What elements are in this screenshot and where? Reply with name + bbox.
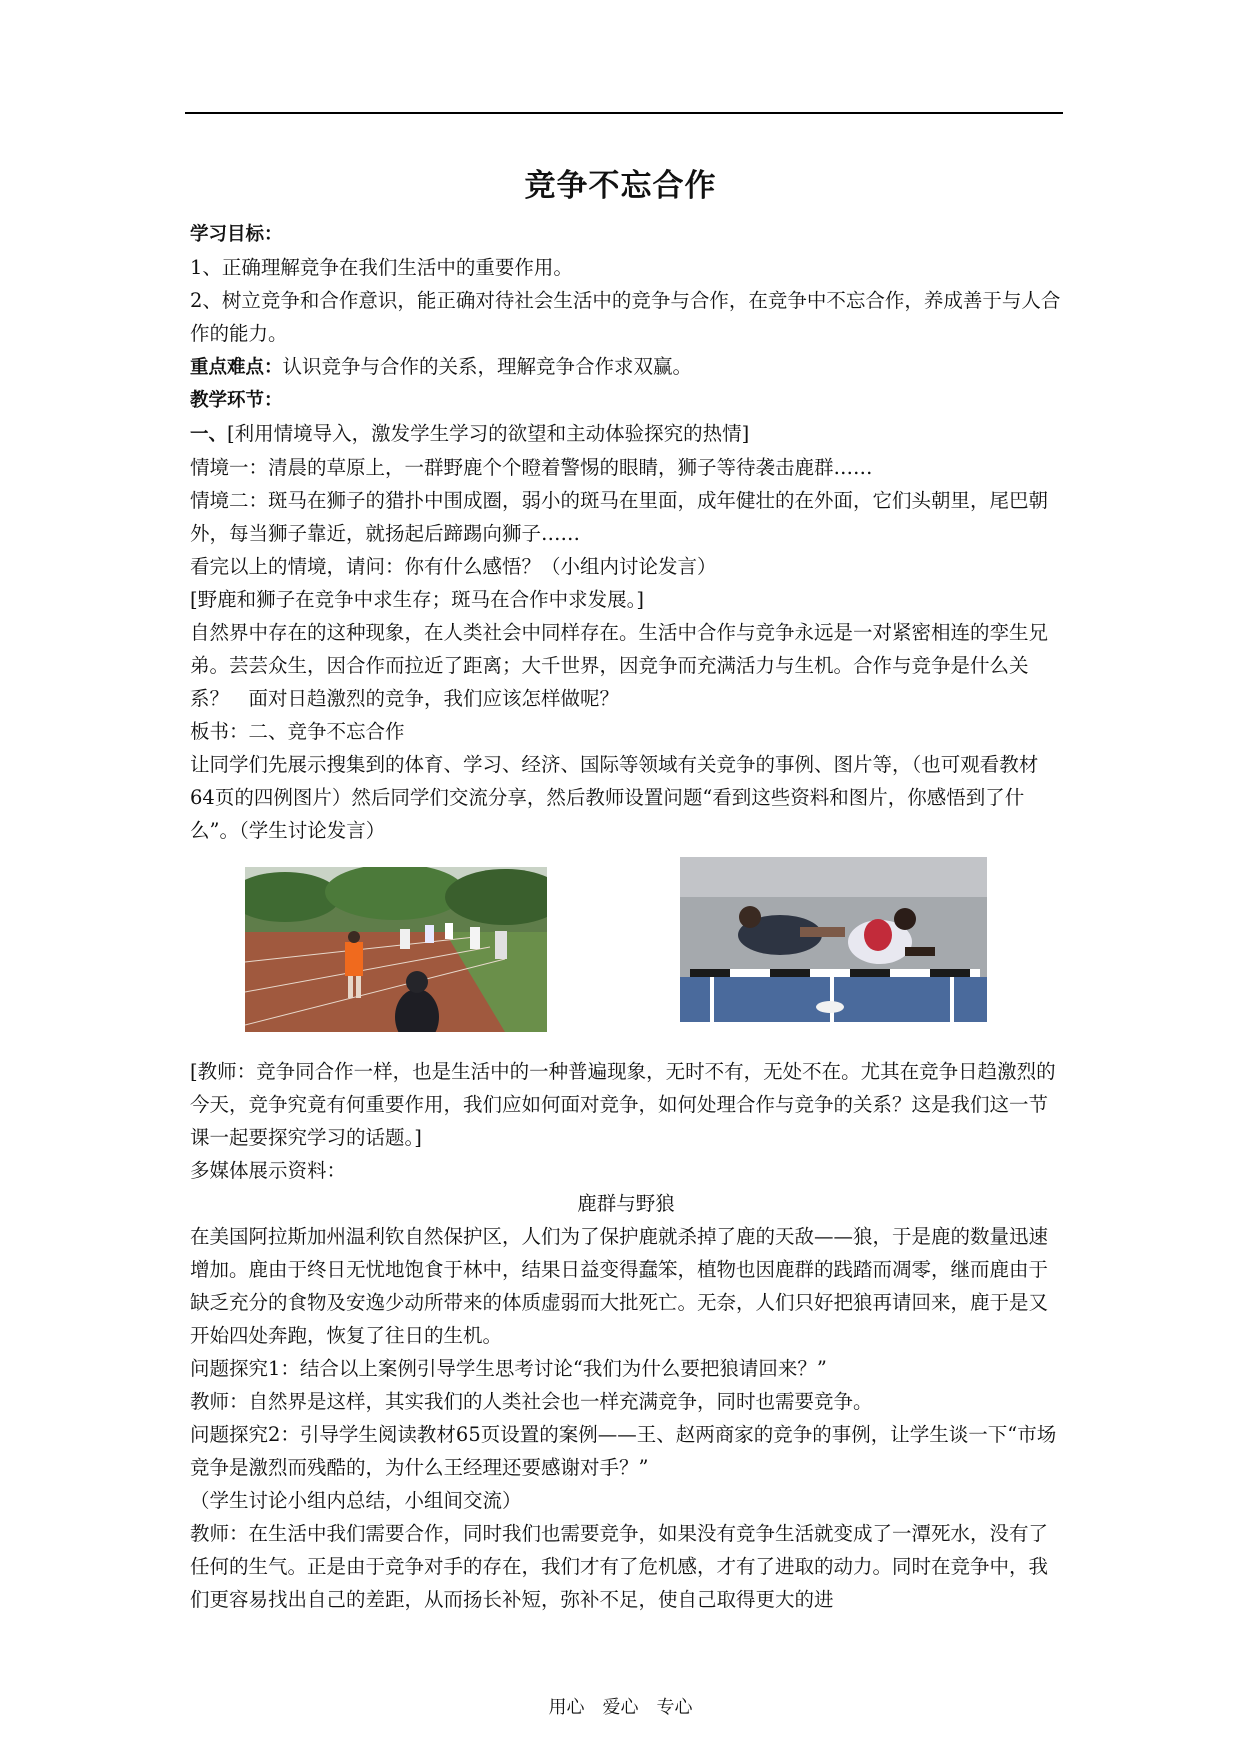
- inquiry-2: 问题探究2：引导学生阅读教材65页设置的案例——王、赵两商家的竞争的事例，让学生谈一下“市场竞争是激烈而残酷的，为什么王经理还要感谢对手？”: [190, 1423, 1057, 1479]
- objective-2: 2、树立竞争和合作意识，能正确对待社会生活中的竞争与合作，在竞争中不忘合作，养成善于与人合作的能力。: [190, 289, 1061, 345]
- multimedia-label: 多媒体展示资料：: [190, 1159, 347, 1182]
- inquiry-1: 问题探究1：结合以上案例引导学生思考讨论“我们为什么要把狼请回来？”: [190, 1357, 827, 1380]
- teacher-remark-3: 教师：在生活中我们需要合作，同时我们也需要竞争，如果没有竞争生活就变成了一潭死水，没有了任何的生气。正是由于竞争对手的存在，我们才有了危机感，才有了进取的动力。同时在竞争中，我们更容易找出自己的差距，从而扬长补短，弥补不足，使自己取得更大的进: [190, 1522, 1049, 1611]
- steps-heading: 教学环节：: [190, 390, 283, 411]
- scene-1: 情境一：清晨的草原上，一群野鹿个个瞪着警惕的眼睛，狮子等待袭击鹿群……: [190, 456, 873, 479]
- section-one-text: [利用情境导入，激发学生学习的欲望和主动体验探究的热情]: [227, 422, 750, 445]
- objective-1: 1、正确理解竞争在我们生活中的重要作用。: [190, 256, 573, 279]
- story-title: 鹿群与野狼: [577, 1192, 675, 1215]
- key-points: [190, 350, 1062, 384]
- page-footer: 用心 爱心 专心: [548, 1697, 693, 1718]
- photo-row: [190, 857, 1062, 1049]
- scene-2: 情境二：斑马在狮子的猎扑中围成圈，弱小的斑马在里面，成年健壮的在外面，它们头朝里，尾巴朝外，每当狮子靠近，就扬起后蹄踢向狮子……: [190, 489, 1049, 545]
- key-points-text: 认识竞争与合作的关系，理解竞争合作求双赢。: [282, 355, 693, 378]
- section-one: [190, 417, 1062, 451]
- teacher-remark-2: 教师：自然界是这样，其实我们的人类社会也一样充满竞争，同时也需要竞争。: [190, 1390, 873, 1413]
- section-one-number: 一、: [190, 424, 228, 445]
- document-body: [190, 218, 1062, 1616]
- objectives-heading: 学习目标：: [190, 224, 283, 245]
- question-1: 看完以上的情境，请问：你有什么感悟？（小组内讨论发言）: [190, 555, 717, 578]
- hurdles-photo: [680, 857, 987, 1022]
- page-title: 竞争不忘合作: [524, 168, 717, 204]
- paragraph-1: 自然界中存在的这种现象，在人类社会中同样存在。生活中合作与竞争永远是一对紧密相连的孪生兄弟。芸芸众生，因合作而拉近了距离；大千世界，因竞争而充满活力与生机。合作与竞争是什么关系？ 面对日趋激烈的竞争，我们应该怎样做呢？: [190, 621, 1049, 710]
- header-rule: [185, 112, 1063, 114]
- key-points-heading: 重点难点：: [190, 357, 283, 378]
- discussion-note: （学生讨论小组内总结，小组间交流）: [190, 1489, 522, 1512]
- board-note: 板书：二、竞争不忘合作: [190, 720, 405, 743]
- answer-1: [野鹿和狮子在竞争中求生存；斑马在合作中求发展。]: [190, 588, 644, 611]
- running-photo: [245, 867, 547, 1032]
- story-text: 在美国阿拉斯加州温利钦自然保护区，人们为了保护鹿就杀掉了鹿的天敌——狼，于是鹿的数量迅速增加。鹿由于终日无忧地饱食于林中，结果日益变得蠢笨，植物也因鹿群的践踏而凋零，继而鹿由于缺乏充分的食物及安逸少动所带来的体质虚弱而大批死亡。无奈，人们只好把狼再请回来，鹿于是又开始四处奔跑，恢复了往日的生机。: [190, 1225, 1049, 1347]
- teacher-remark-1: [教师：竞争同合作一样，也是生活中的一种普遍现象，无时不有，无处不在。尤其在竞争日趋激烈的今天，竞争究竟有何重要作用，我们应如何面对竞争，如何处理合作与竞争的关系？这是我们这一节课一起要探究学习的话题。]: [190, 1060, 1056, 1149]
- paragraph-2: 让同学们先展示搜集到的体育、学习、经济、国际等领域有关竞争的事例、图片等，（也可观看教材64页的四例图片）然后同学们交流分享，然后教师设置问题“看到这些资料和图片，你感悟到了什么”。（学生讨论发言）: [190, 753, 1039, 842]
